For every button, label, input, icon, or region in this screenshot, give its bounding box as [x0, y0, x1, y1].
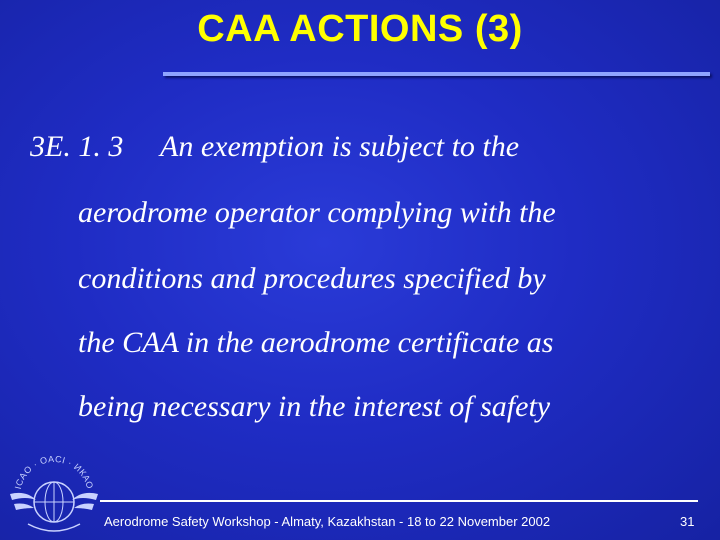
page-number: 31: [680, 514, 695, 529]
body-line-4: the CAA in the aerodrome certificate as: [78, 326, 554, 359]
body-line-2: aerodrome operator complying with the: [78, 196, 556, 229]
body-line-3: conditions and procedures specified by: [78, 262, 546, 295]
footer-rule: [100, 500, 698, 502]
icao-emblem-icon: [6, 450, 102, 540]
svg-text:ICAO · OACI · ИКАО: ICAO · OACI · ИКАО: [12, 453, 96, 491]
slide-title: CAA ACTIONS (3): [197, 8, 523, 50]
footer-text: Aerodrome Safety Workshop - Almaty, Kazakhstan - 18 to 22 November 2002: [104, 514, 551, 529]
title-underline: [163, 72, 710, 76]
clause-number: 3E. 1. 3: [30, 130, 124, 163]
body-line-5: being necessary in the interest of safety: [78, 390, 551, 423]
body-line-1: An exemption is subject to the: [160, 130, 520, 163]
